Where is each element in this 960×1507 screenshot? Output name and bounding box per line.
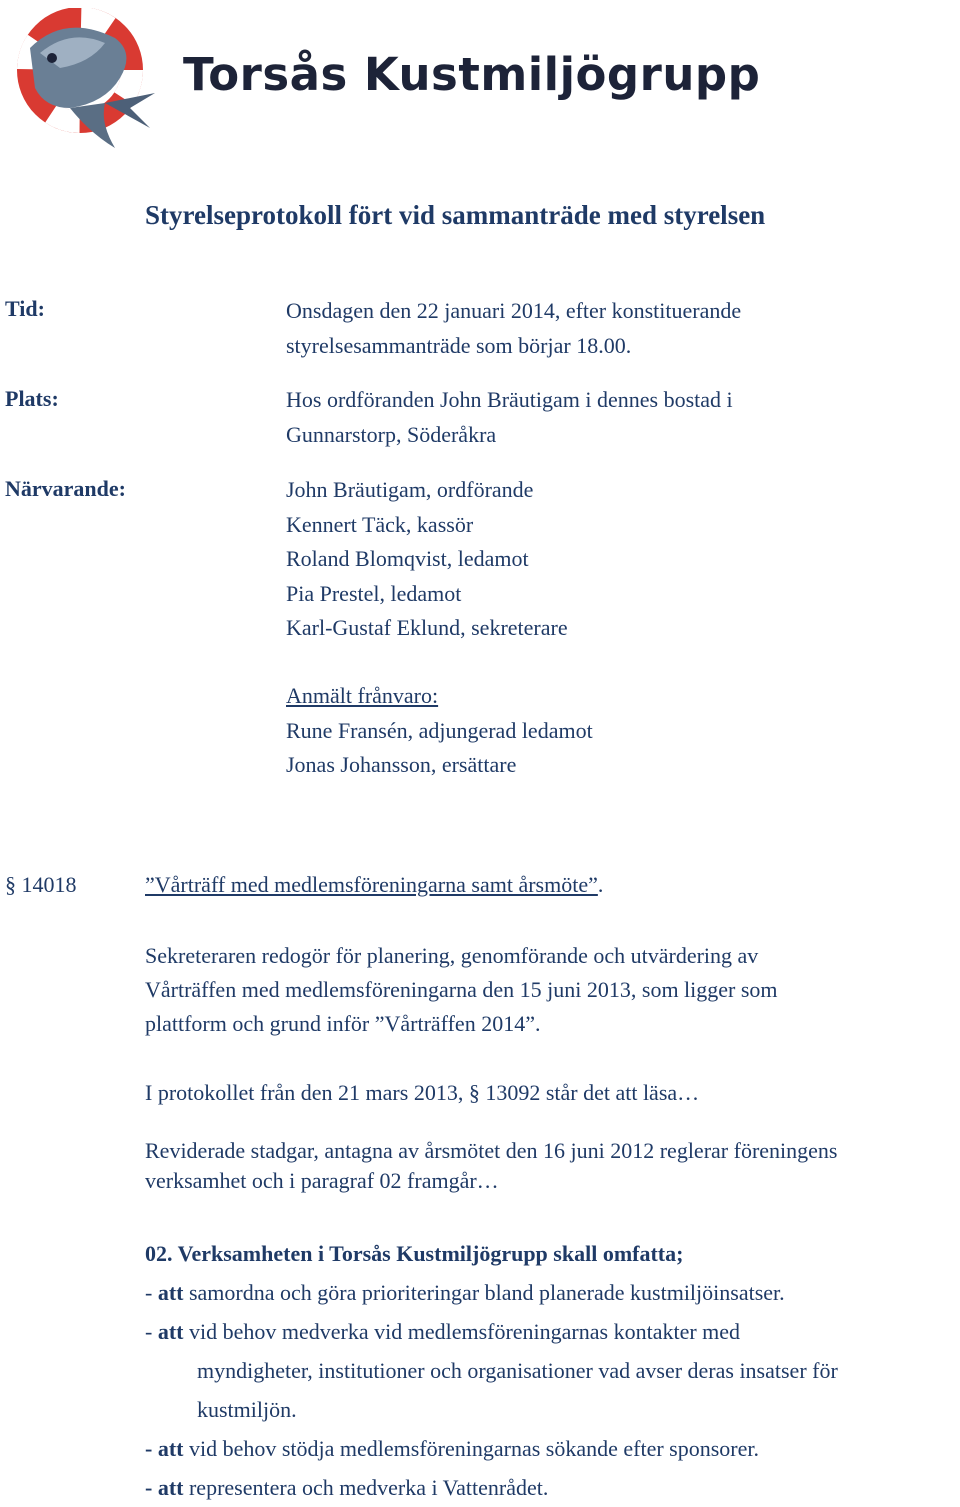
list-text: samordna och göra prioriteringar bland planerade kustmiljöinsatser. bbox=[183, 1280, 785, 1305]
brand-name: Torsås Kustmiljögrupp bbox=[183, 48, 761, 101]
plats-line: Gunnarstorp, Söderåkra bbox=[286, 421, 497, 447]
list-item bbox=[145, 1273, 957, 1312]
statute-heading bbox=[145, 1234, 957, 1273]
list-keyword: att bbox=[157, 1280, 184, 1305]
absent-item: Jonas Johansson, ersättare bbox=[286, 752, 517, 777]
paragraph-line: verksamhet och i paragraf 02 framgår… bbox=[145, 1168, 499, 1193]
list-continuation: myndigheter, institutioner och organisationer vad avser deras insatser för bbox=[197, 1358, 838, 1383]
tid-line: Onsdagen den 22 januari 2014, efter konstituerande bbox=[286, 298, 742, 323]
tid-line: styrelsesammanträde som börjar 18.00. bbox=[286, 332, 632, 358]
paragraph-line: I protokollet från den 21 mars 2013, § 13092 står det att läsa… bbox=[145, 1080, 700, 1105]
statute-heading-text: Verksamheten i Torsås Kustmiljögrupp skall omfatta; bbox=[177, 1241, 684, 1266]
list-item bbox=[145, 1468, 957, 1507]
plats-label: Plats: bbox=[5, 386, 59, 411]
list-keyword: att bbox=[157, 1319, 184, 1344]
paragraph bbox=[145, 1136, 957, 1196]
section-number bbox=[5, 872, 77, 898]
member-item: Pia Prestel, ledamot bbox=[286, 580, 462, 606]
list-prefix: - bbox=[145, 1475, 158, 1500]
list-text: vid behov stödja medlemsföreningarnas sökande efter sponsorer. bbox=[183, 1436, 759, 1461]
list-item bbox=[145, 1312, 957, 1351]
section-symbol: § bbox=[5, 872, 16, 897]
plats-line: Hos ordföranden John Bräutigam i dennes bostad i bbox=[286, 387, 733, 412]
member-item: Roland Blomqvist, ledamot bbox=[286, 546, 529, 571]
list-text: representera och medverka i Vattenrådet. bbox=[183, 1475, 549, 1500]
section-id: 14018 bbox=[21, 872, 77, 897]
list-text: vid behov medverka vid medlemsföreningarnas kontakter med bbox=[183, 1319, 741, 1344]
section-title-text: ”Vårträff med medlemsföreningarna samt årsmöte” bbox=[145, 872, 598, 897]
list-prefix: - bbox=[145, 1436, 158, 1461]
paragraph-line: plattform och grund inför ”Vårträffen 2014”. bbox=[145, 1011, 541, 1036]
absent-item: Rune Fransén, adjungerad ledamot bbox=[286, 717, 593, 743]
paragraph bbox=[145, 1076, 957, 1110]
fish-lifebuoy-logo-icon bbox=[10, 8, 160, 158]
list-keyword: att bbox=[157, 1436, 184, 1461]
list-prefix: - bbox=[145, 1280, 158, 1305]
tid-label: Tid: bbox=[5, 296, 45, 321]
list-prefix: - bbox=[145, 1319, 158, 1344]
paragraph-line: Vårträffen med medlemsföreningarna den 15 juni 2013, som ligger som bbox=[145, 977, 778, 1002]
narvarande-label: Närvarande: bbox=[5, 476, 126, 501]
narvarande-list bbox=[286, 473, 946, 646]
absent-heading: Anmält frånvaro: bbox=[286, 683, 439, 708]
tid-value bbox=[286, 294, 946, 363]
list-continuation: kustmiljön. bbox=[197, 1397, 297, 1422]
paragraph bbox=[145, 939, 957, 1041]
member-item: John Bräutigam, ordförande bbox=[286, 477, 534, 502]
list-item bbox=[145, 1429, 957, 1468]
list-keyword: att bbox=[157, 1475, 184, 1500]
section-title-suffix: . bbox=[597, 872, 604, 897]
member-item: Karl-Gustaf Eklund, sekreterare bbox=[286, 615, 568, 640]
paragraph-line: Sekreteraren redogör för planering, genomförande och utvärdering av bbox=[145, 943, 759, 968]
paragraph-line: Reviderade stadgar, antagna av årsmötet den 16 juni 2012 reglerar föreningens bbox=[145, 1138, 838, 1163]
page-title: Styrelseprotokoll fört vid sammanträde med styrelsen bbox=[145, 200, 766, 230]
member-item: Kennert Täck, kassör bbox=[286, 511, 474, 537]
statute-number: 02. bbox=[145, 1241, 173, 1266]
statute-section bbox=[145, 1234, 957, 1507]
plats-value bbox=[286, 383, 946, 452]
section-title bbox=[145, 872, 603, 898]
absent-list bbox=[286, 679, 946, 783]
